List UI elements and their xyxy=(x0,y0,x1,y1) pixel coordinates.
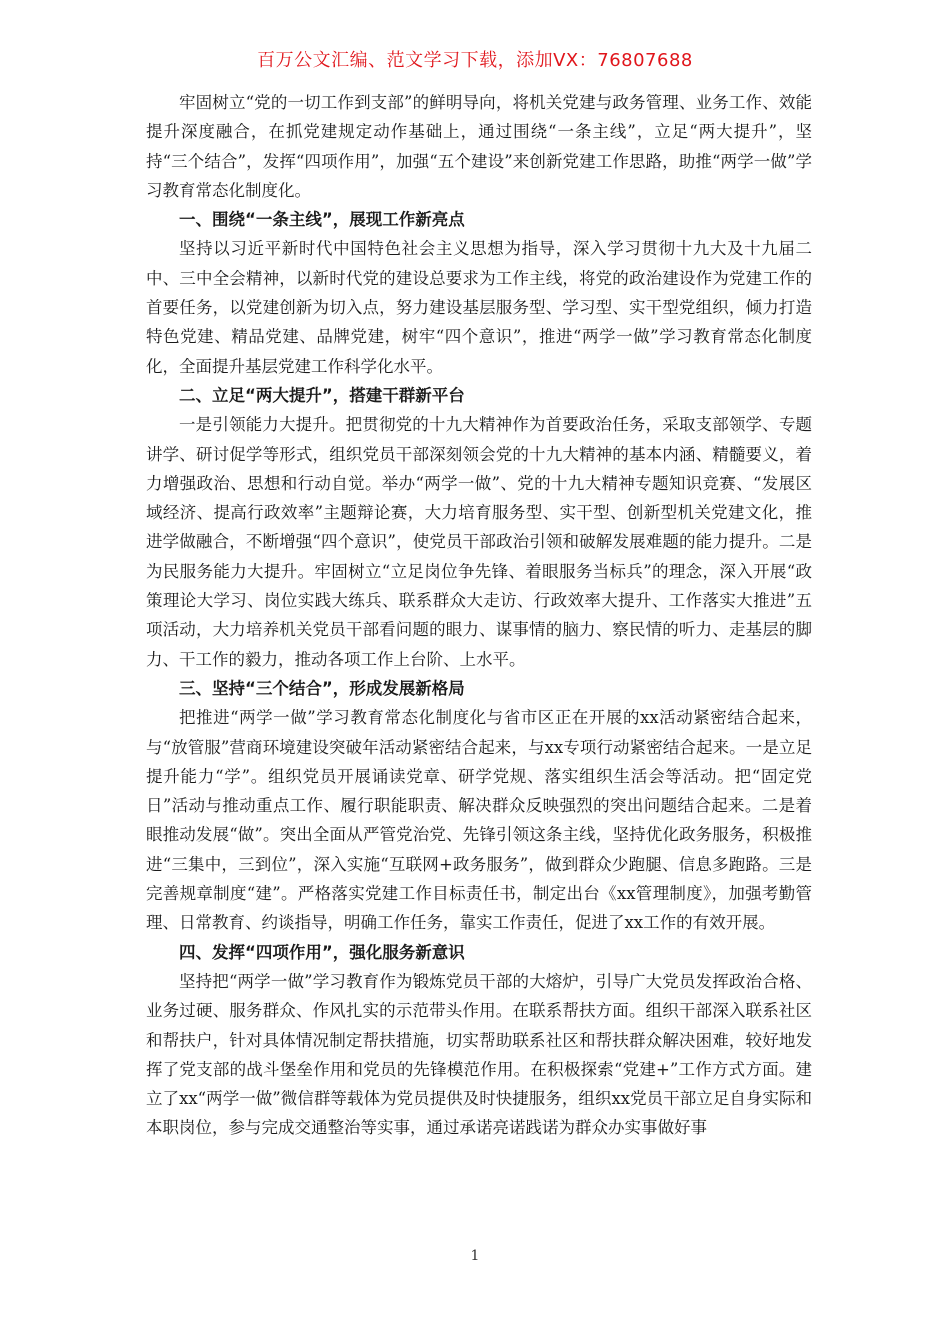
section-paragraph-2: 一是引领能力大提升。把贯彻党的十九大精神作为首要政治任务，采取支部领学、专题讲学、研讨促学等形式，组织党员干部深刻领会党的十九大精神的基本内涵、精髓要义，着力增强政治、思想和行动自觉。举办“两学一做”、党的十九大精神专题知识竞赛、“发展区域经济、提高行政效率”主题辩论赛，大力培育服务型、实干型、创新型机关党建文化，推进学做融合，不断增强“四个意识”，使党员干部政治引领和破解发展难题的能力提升。二是为民服务能力大提升。牢固树立“立足岗位争先锋、着眼服务当标兵”的理念，深入开展“政策理论大学习、岗位实践大练兵、联系群众大走访、行政效率大提升、工作落实大推进”五项活动，大力培养机关党员干部看问题的眼力、谋事情的脑力、察民情的听力、走基层的脚力、干工作的毅力，推动各项工作上台阶、上水平。 xyxy=(146,415,812,669)
section-paragraph-1: 坚持以习近平新时代中国特色社会主义思想为指导，深入学习贯彻十九大及十九届二中、三中全会精神，以新时代党的建设总要求为工作主线，将党的政治建设作为党建工作的首要任务，以党建创新为切入点，努力建设基层服务型、学习型、实干型党组织，倾力打造特色党建、精品党建、品牌党建，树牢“四个意识”，推进“两学一做”学习教育常态化制度化，全面提升基层党建工作科学化水平。 xyxy=(146,239,812,376)
page-number: 1 xyxy=(470,1248,480,1264)
promo-banner: 百万公文汇编、范文学习下载，添加VX：76807688 xyxy=(257,50,693,71)
section-heading-1: 一、围绕“一条主线”，展现工作新亮点 xyxy=(179,210,465,230)
section-heading-3: 三、坚持“三个结合”，形成发展新格局 xyxy=(179,678,465,698)
intro-paragraph: 牢固树立“党的一切工作到支部”的鲜明导向，将机关党建与政务管理、业务工作、效能提升深度融合，在抓党建规定动作基础上，通过围绕“一条主线”，立足“两大提升”，坚持“三个结合”，发挥“四项作用”，加强“五个建设”来创新党建工作思路，助推“两学一做”学习教育常态化制度化。 xyxy=(146,93,812,200)
section-heading-2: 二、立足“两大提升”，搭建干群新平台 xyxy=(179,385,465,405)
section-heading-4: 四、发挥“四项作用”，强化服务新意识 xyxy=(179,942,465,962)
section-paragraph-3: 把推进“两学一做”学习教育常态化制度化与省市区正在开展的xx活动紧密结合起来，与“放管服”营商环境建设突破年活动紧密结合起来，与xx专项行动紧密结合起来。一是立足提升能力“学”。组织党员开展诵读党章、研学党规、落实组织生活会等活动。把“固定党日”活动与推动重点工作、履行职能职责、解决群众反映强烈的突出问题结合起来。二是着眼推动发展“做”。突出全面从严管党治党、先锋引领这条主线，坚持优化政务服务，积极推进“三集中，三到位”，深入实施“互联网+政务服务”，做到群众少跑腿、信息多跑路。三是完善规章制度“建”。严格落实党建工作目标责任书，制定出台《xx管理制度》，加强考勤管理、日常教育、约谈指导，明确工作任务，靠实工作责任，促进了xx工作的有效开展。 xyxy=(146,708,812,933)
document-body xyxy=(146,88,812,1143)
section-paragraph-4: 坚持把“两学一做”学习教育作为锻炼党员干部的大熔炉，引导广大党员发挥政治合格、业务过硬、服务群众、作风扎实的示范带头作用。在联系帮扶方面。组织干部深入联系社区和帮扶户，针对具体情况制定帮扶措施，切实帮助联系社区和帮扶群众解决困难，较好地发挥了党支部的战斗堡垒作用和党员的先锋模范作用。在积极探索“党建+”工作方式方面。建立了xx“两学一做”微信群等载体为党员提供及时快捷服务，组织xx党员干部立足自身实际和本职岗位，参与完成交通整治等实事，通过承诺亮诺践诺为群众办实事做好事 xyxy=(146,971,812,1138)
